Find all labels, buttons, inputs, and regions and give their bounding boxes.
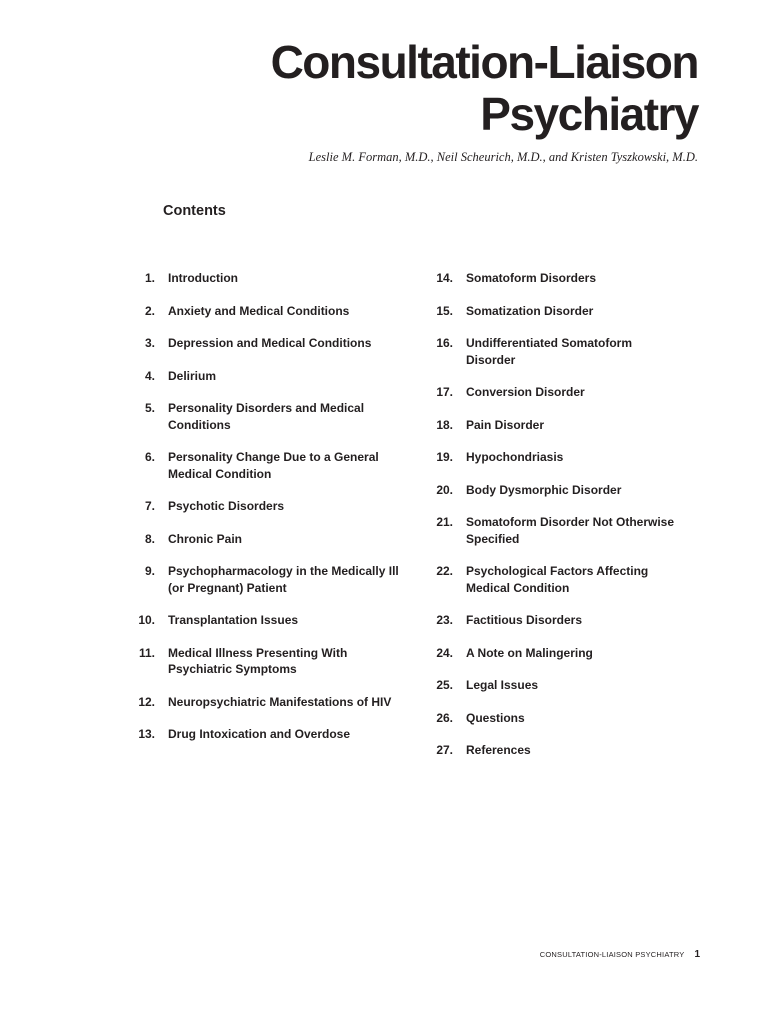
toc-entry: [120, 531, 410, 548]
toc-entry-title: Psychological Factors Affecting Medical Condition: [466, 564, 649, 595]
toc-entry: [418, 677, 678, 694]
toc-entry-number: 18.: [436, 417, 453, 432]
toc-entry-title: Somatoform Disorders: [466, 271, 597, 285]
toc-entry-title: Body Dysmorphic Disorder: [466, 482, 622, 497]
toc-entry: [120, 303, 410, 320]
toc-entry-title: Psychopharmacology in the Medically Ill (or Pregnant) Patient: [168, 564, 399, 595]
toc-entry: [418, 303, 678, 320]
toc-entry: [120, 498, 410, 515]
toc-column-right: [418, 270, 678, 759]
toc-entry-title: Undifferentiated Somatoform Disorder: [466, 336, 633, 367]
toc-entry-number: 4.: [144, 368, 155, 383]
toc-entry: [120, 449, 410, 482]
toc-entry-title: Medical Illness Presenting With Psychiatric Symptoms: [168, 645, 348, 676]
toc-entry-title: Somatization Disorder: [466, 303, 594, 318]
toc-entry-number: 16.: [436, 336, 453, 350]
title-line: Psychiatry: [480, 88, 698, 140]
toc-entry-title: Psychotic Disorders: [168, 499, 285, 513]
toc-entry-title: Drug Intoxication and Overdose: [168, 727, 351, 741]
toc-entry-number: 5.: [144, 401, 155, 415]
toc-entry: [120, 368, 410, 385]
toc-entry-number: 23.: [436, 613, 453, 627]
toc-entry-number: 10.: [138, 613, 155, 627]
toc-entry-title: Delirium: [168, 368, 217, 383]
toc-entry-number: 11.: [138, 645, 155, 660]
toc-entry: [120, 335, 410, 352]
toc-entry: [418, 612, 678, 629]
toc-entry: [418, 335, 678, 368]
toc-entry: [418, 563, 678, 596]
author-line: Leslie M. Forman, M.D., Neil Scheurich, M.D., and Kristen Tyszkowski, M.D.: [308, 150, 698, 164]
toc-column-left: [120, 270, 410, 743]
toc-entry-title: References: [466, 743, 531, 757]
toc-entry-number: 20.: [436, 482, 453, 497]
toc-entry-title: Introduction: [168, 271, 238, 285]
document-title: [271, 36, 698, 140]
toc-entry-number: 22.: [436, 564, 453, 578]
toc-entry-number: 2.: [144, 303, 155, 318]
toc-entry-number: 19.: [436, 450, 453, 464]
toc-entry: [418, 449, 678, 466]
toc-entry-number: 24.: [436, 645, 453, 660]
toc-entry: [120, 612, 410, 629]
page-footer: [540, 949, 700, 960]
toc-entry-title: Conversion Disorder: [466, 385, 585, 399]
toc-entry-title: Legal Issues: [466, 678, 539, 692]
toc-entry-number: 13.: [138, 727, 155, 741]
toc-entry: [418, 742, 678, 759]
title-line: Consultation-Liaison: [270, 36, 698, 88]
toc-entry-number: 25.: [436, 678, 453, 692]
toc-entry: [418, 482, 678, 499]
toc-entry-number: 1.: [144, 271, 155, 285]
running-head: CONSULTATION-LIAISON PSYCHIATRY: [539, 950, 685, 959]
toc-entry: [120, 270, 410, 287]
toc-entry-title: Hypochondriasis: [466, 450, 564, 464]
toc-entry: [418, 384, 678, 401]
toc-entry: [418, 417, 678, 434]
toc-entry-number: 7.: [144, 499, 155, 513]
toc-entry: [418, 514, 678, 547]
toc-entry-number: 12.: [138, 694, 155, 709]
toc-entry: [120, 563, 410, 596]
toc-entry-title: Neuropsychiatric Manifestations of HIV: [168, 694, 392, 709]
contents-heading: Contents: [163, 203, 226, 219]
toc-entry-title: Chronic Pain: [168, 531, 243, 546]
toc-entry-title: A Note on Malingering: [466, 645, 593, 660]
toc-entry: [120, 726, 410, 743]
toc-entry: [418, 710, 678, 727]
toc-entry-number: 8.: [144, 531, 155, 546]
toc-entry-number: 9.: [144, 564, 155, 578]
toc-entry-number: 21.: [436, 515, 453, 529]
toc-entry-number: 27.: [436, 743, 453, 757]
toc-entry-number: 3.: [144, 336, 155, 350]
toc-entry: [120, 645, 410, 678]
toc-entry-title: Somatoform Disorder Not Otherwise Specified: [466, 515, 675, 546]
toc-entry: [120, 400, 410, 433]
toc-entry-title: Factitious Disorders: [466, 613, 583, 627]
toc-entry-title: Pain Disorder: [466, 417, 545, 432]
toc-entry-number: 14.: [436, 271, 453, 285]
page-number: 1: [694, 949, 700, 960]
toc-entry: [418, 270, 678, 287]
toc-entry-number: 17.: [436, 385, 453, 399]
toc-entry-title: Depression and Medical Conditions: [168, 336, 372, 350]
toc-entry-title: Transplantation Issues: [168, 613, 299, 627]
toc-entry-title: Questions: [466, 710, 525, 725]
toc-entry-title: Anxiety and Medical Conditions: [168, 303, 350, 318]
toc-entry: [418, 645, 678, 662]
toc-entry: [120, 694, 410, 711]
toc-entry-number: 15.: [436, 303, 453, 318]
toc-entry-title: Personality Disorders and Medical Conditions: [168, 401, 365, 432]
toc-entry-number: 6.: [144, 450, 155, 464]
toc-entry-title: Personality Change Due to a General Medical Condition: [168, 450, 379, 481]
toc-entry-number: 26.: [436, 710, 453, 725]
